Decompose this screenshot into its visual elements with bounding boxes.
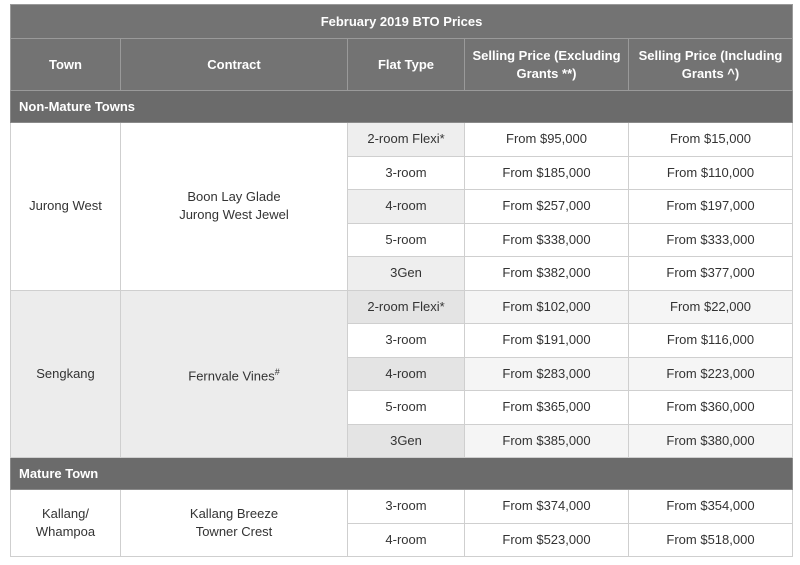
table-header-row — [11, 39, 793, 91]
price-excl-cell: From $374,000 — [465, 490, 629, 524]
price-incl-cell: From $377,000 — [629, 257, 793, 291]
flat-type-cell: 3Gen — [348, 424, 465, 458]
price-excl-cell: From $185,000 — [465, 156, 629, 190]
section-row-mature — [11, 458, 793, 490]
bto-price-table — [10, 4, 793, 557]
contract-name: Kallang Breeze — [189, 506, 279, 521]
contract-footnote-mark: # — [274, 366, 280, 377]
price-excl-cell: From $102,000 — [465, 290, 629, 324]
flat-type-cell: 2-room Flexi* — [348, 123, 465, 157]
town-name: Kallang/ — [42, 506, 89, 521]
price-incl-cell: From $380,000 — [629, 424, 793, 458]
flat-type-cell: 4-room — [348, 523, 465, 557]
contract-name: Boon Lay Glade — [187, 189, 281, 205]
price-excl-cell: From $283,000 — [465, 357, 629, 391]
flat-type-cell: 3-room — [348, 156, 465, 190]
town-name: Whampoa — [35, 524, 96, 539]
flat-type-cell: 5-room — [348, 223, 465, 257]
price-excl-cell: From $365,000 — [465, 391, 629, 425]
flat-type-cell: 5-room — [348, 391, 465, 425]
flat-type-cell: 3-room — [348, 490, 465, 524]
price-incl-cell: From $223,000 — [629, 357, 793, 391]
price-excl-cell: From $382,000 — [465, 257, 629, 291]
price-excl-cell: From $523,000 — [465, 523, 629, 557]
table-row — [11, 290, 793, 324]
table-row — [11, 490, 793, 524]
price-excl-cell: From $385,000 — [465, 424, 629, 458]
section-label: Non-Mature Towns — [11, 91, 793, 123]
town-cell: Jurong West — [11, 123, 121, 291]
table-row — [11, 123, 793, 157]
flat-type-cell: 4-room — [348, 357, 465, 391]
price-incl-cell: From $22,000 — [629, 290, 793, 324]
town-cell: Sengkang — [11, 290, 121, 458]
contract-cell — [121, 123, 348, 291]
price-incl-cell: From $333,000 — [629, 223, 793, 257]
contract-name: Towner Crest — [195, 524, 273, 539]
town-cell — [11, 490, 121, 557]
price-excl-cell: From $338,000 — [465, 223, 629, 257]
header-price-including-grants: Selling Price (Including Grants ^) — [629, 39, 793, 91]
price-excl-cell: From $191,000 — [465, 324, 629, 358]
table-title: February 2019 BTO Prices — [11, 5, 793, 39]
table-title-row — [11, 5, 793, 39]
price-incl-cell: From $15,000 — [629, 123, 793, 157]
price-incl-cell: From $116,000 — [629, 324, 793, 358]
contract-name: Fernvale Vines — [188, 367, 275, 383]
price-incl-cell: From $360,000 — [629, 391, 793, 425]
section-row-non-mature — [11, 91, 793, 123]
section-label: Mature Town — [11, 458, 793, 490]
contract-cell — [121, 290, 348, 458]
flat-type-cell: 4-room — [348, 190, 465, 224]
flat-type-cell: 3-room — [348, 324, 465, 358]
price-excl-cell: From $95,000 — [465, 123, 629, 157]
header-town: Town — [11, 39, 121, 91]
price-incl-cell: From $518,000 — [629, 523, 793, 557]
contract-name: Jurong West Jewel — [179, 207, 289, 223]
header-contract: Contract — [121, 39, 348, 91]
header-price-excluding-grants: Selling Price (Excluding Grants **) — [465, 39, 629, 91]
header-flat-type: Flat Type — [348, 39, 465, 91]
price-incl-cell: From $197,000 — [629, 190, 793, 224]
bto-price-table-frame — [10, 4, 792, 557]
price-incl-cell: From $110,000 — [629, 156, 793, 190]
flat-type-cell: 2-room Flexi* — [348, 290, 465, 324]
price-incl-cell: From $354,000 — [629, 490, 793, 524]
contract-cell — [121, 490, 348, 557]
flat-type-cell: 3Gen — [348, 257, 465, 291]
price-excl-cell: From $257,000 — [465, 190, 629, 224]
